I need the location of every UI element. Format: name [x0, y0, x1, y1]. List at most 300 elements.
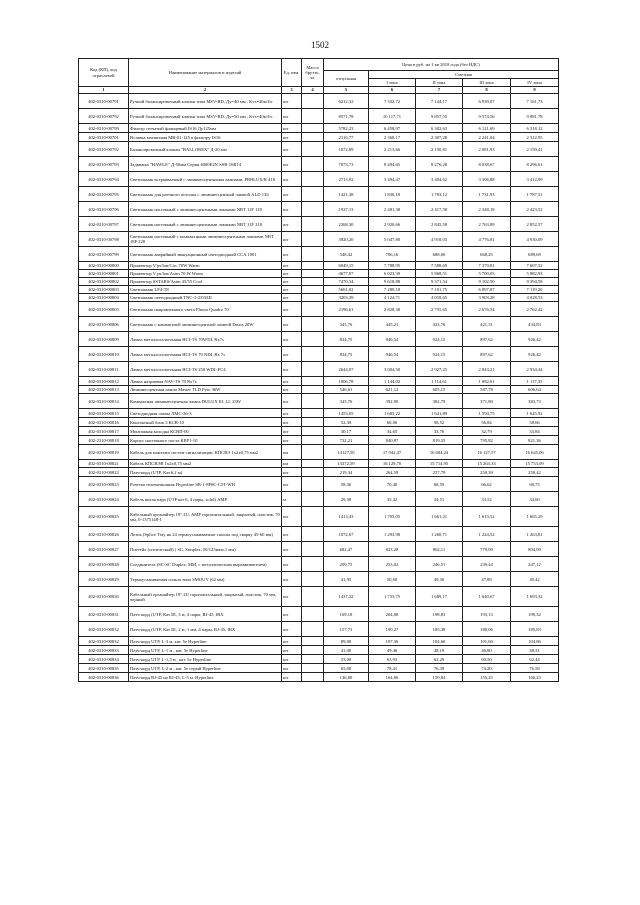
row-release-price: 2268,30	[324, 217, 369, 232]
row-zone-4-price: 76,58	[511, 664, 559, 673]
row-zone-3-price: 5 700,03	[463, 270, 511, 278]
row-release-price: 2644,07	[324, 362, 369, 377]
row-name: Патч-корд (UTP, Кат.5E, 3 м, 4 пары, RJ-45, IBX	[129, 607, 282, 622]
row-name: Светильник настенный с компактными люминесцентными лампами NBT 18F 220	[129, 232, 282, 247]
table-row	[79, 587, 559, 607]
column-number: 8	[463, 87, 511, 94]
row-release-price: 3203,39	[324, 294, 369, 302]
row-name: Светильник направленного света Fluora Quadro 70	[129, 302, 282, 317]
row-mass	[302, 247, 324, 262]
row-unit: шт	[282, 394, 302, 409]
row-zone-3-price: 9 574,56	[463, 109, 511, 124]
table-row	[79, 142, 559, 157]
row-zone-4-price: 2 934,44	[511, 362, 559, 377]
row-zone-3-price: 1 731,93	[463, 187, 511, 202]
table-row	[79, 394, 559, 409]
row-name: Кабельный органайзер 19" 2U, AMP горизонтальный, закрытый, пластик, 70 мм, 0-1375148-1	[129, 507, 282, 527]
row-unit: шт	[282, 217, 302, 232]
row-code: 402-0310-00803	[79, 286, 129, 294]
table-row	[79, 262, 559, 270]
row-zone-1-price: 17 042,47	[369, 445, 416, 460]
header-zone-3: III зона	[463, 79, 511, 87]
row-unit: шт	[282, 542, 302, 557]
row-zone-3-price: 6 939,07	[463, 94, 511, 109]
row-zone-4-price: 606,64	[511, 386, 559, 394]
column-number: 4	[302, 87, 324, 94]
row-zone-4-price: 1 117,35	[511, 377, 559, 386]
row-mass	[302, 362, 324, 377]
row-name: Светильник настенный с люминесцентными лампами NBT 11F 118	[129, 202, 282, 217]
row-zone-4-price: 247,12	[511, 557, 559, 572]
row-release-price: 732,21	[324, 436, 369, 445]
row-zone-1-price: 264,59	[369, 468, 416, 477]
row-zone-2-price: 924,15	[416, 347, 463, 362]
table-row	[79, 409, 559, 418]
row-zone-1-price: 621,12	[369, 386, 416, 394]
row-zone-2-price: 1 641,89	[416, 409, 463, 418]
row-zone-4-price: 4 028,53	[511, 294, 559, 302]
row-unit: шт	[282, 362, 302, 377]
row-mass	[302, 527, 324, 542]
row-zone-2-price: 605,15	[416, 386, 463, 394]
row-mass	[302, 217, 324, 232]
row-name: Ручной балансировочный клапан типа MSV-BD, Ду=50 мм , Kvs=40м3/ч	[129, 109, 282, 124]
table-row	[79, 133, 559, 142]
table-row	[79, 436, 559, 445]
row-zone-2-price: 9 857,55	[416, 109, 463, 124]
row-mass	[302, 294, 324, 302]
row-mass	[302, 427, 324, 436]
row-code: 402-0310-00829	[79, 572, 129, 587]
row-zone-1-price: 2 213,66	[369, 142, 416, 157]
row-mass	[302, 460, 324, 468]
row-zone-1-price: 7 788,95	[369, 262, 416, 270]
column-number: 2	[129, 87, 282, 94]
row-code: 402-0310-00835	[79, 664, 129, 673]
row-unit: шт	[282, 507, 302, 527]
row-name: Лоток (Splice Tray на 24 термоусаживаемые гильзы под сварку 45-60 мм)	[129, 527, 282, 542]
row-unit: шт	[282, 294, 302, 302]
table-row	[79, 202, 559, 217]
row-zone-4-price: 199,32	[511, 607, 559, 622]
row-unit: шт	[282, 187, 302, 202]
row-zone-3-price: 1 613,52	[463, 507, 511, 527]
table-row	[79, 572, 559, 587]
column-number: 9	[511, 87, 559, 94]
row-zone-2-price: 49,30	[416, 572, 463, 587]
row-mass	[302, 187, 324, 202]
table-row	[79, 637, 559, 646]
table-body	[79, 94, 559, 682]
row-zone-3-price: 2 843,21	[463, 362, 511, 377]
page-number: 1502	[311, 40, 329, 50]
table-row	[79, 317, 559, 332]
row-release-price: 3920,20	[324, 232, 369, 247]
row-zone-4-price: 2 159,41	[511, 142, 559, 157]
table-row	[79, 347, 559, 362]
row-release-price: 1437,22	[324, 587, 369, 607]
row-zone-2-price: 34,51	[416, 492, 463, 507]
row-zone-2-price: 6 302,63	[416, 124, 463, 133]
row-zone-1-price: 1 685,22	[369, 409, 416, 418]
table-row	[79, 468, 559, 477]
row-release-price: 345,76	[324, 394, 369, 409]
row-unit: шт	[282, 347, 302, 362]
row-unit: шт	[282, 377, 302, 386]
row-name: Кабель для монтажа систем сигнализации, КПСВЭ 1х2х0,75 мм2	[129, 445, 282, 460]
row-mass	[302, 394, 324, 409]
row-zone-1-price: 1 705,05	[369, 507, 416, 527]
column-number: 3	[282, 87, 302, 94]
table-row	[79, 278, 559, 286]
row-mass	[302, 673, 324, 682]
row-zone-1-price: 8 494,65	[369, 157, 416, 172]
row-zone-2-price: 5 868,51	[416, 270, 463, 278]
table-row	[79, 377, 559, 386]
row-zone-2-price: 16 604,24	[416, 445, 463, 460]
row-zone-4-price: 2 852,57	[511, 217, 559, 232]
row-zone-3-price: 180,06	[463, 622, 511, 637]
row-zone-1-price: 2 920,66	[369, 217, 416, 232]
row-code: 402-0310-00799	[79, 124, 129, 133]
row-zone-3-price: 15 263,33	[463, 460, 511, 468]
row-code: 402-0310-00813	[79, 386, 129, 394]
row-zone-2-price: 4 918,03	[416, 232, 463, 247]
table-row	[79, 492, 559, 507]
row-mass	[302, 386, 324, 394]
header-price-group: Цена в руб. на 1 кв 2018 года (без НДС)	[324, 59, 559, 71]
row-unit: шт	[282, 124, 302, 133]
row-mass	[302, 317, 324, 332]
row-zone-3-price: 6 897,87	[463, 286, 511, 294]
header-release: отпускная	[324, 71, 369, 87]
row-zone-4-price: 258,42	[511, 468, 559, 477]
row-release-price: 1421,38	[324, 187, 369, 202]
row-zone-1-price: 70,40	[369, 477, 416, 492]
row-zone-3-price: 2 676,54	[463, 302, 511, 317]
row-zone-2-price: 8 276,28	[416, 157, 463, 172]
row-zone-4-price: 926,42	[511, 332, 559, 347]
row-unit: шт	[282, 332, 302, 347]
row-zone-4-price: 2 423,52	[511, 202, 559, 217]
row-unit: шт	[282, 527, 302, 542]
row-name: Фильтр сетчатый фланцевый IS16 Ду125мм	[129, 124, 282, 133]
row-release-price: 136,00	[324, 673, 369, 682]
row-zone-3-price: 897,62	[463, 332, 511, 347]
row-zone-3-price: 371,80	[463, 394, 511, 409]
row-name: Прожектор V'ps/lon/Circ 70W Warm	[129, 262, 282, 270]
row-code: 402-2310-00818	[79, 436, 129, 445]
table-row	[79, 673, 559, 682]
row-zone-2-price: 802,11	[416, 542, 463, 557]
row-zone-2-price: 246,51	[416, 557, 463, 572]
row-code: 402-0310-00812	[79, 377, 129, 386]
row-zone-2-price: 159,84	[416, 673, 463, 682]
column-number: 7	[416, 87, 463, 94]
row-zone-4-price: 5 882,93	[511, 270, 559, 278]
row-code: 402-0310-00811	[79, 362, 129, 377]
row-release-price: 2196,61	[324, 302, 369, 317]
row-zone-3-price: 56,84	[463, 418, 511, 427]
row-name: Монтажная колодка КСВП-00	[129, 427, 282, 436]
row-name: Люминесцентная лампа Master TLD Pyio 36W	[129, 386, 282, 394]
row-release-price: 89,00	[324, 637, 369, 646]
row-unit: шт	[282, 133, 302, 142]
row-zone-4-price: 9 394,58	[511, 278, 559, 286]
row-name: Пигтейл (оптический) ( SC, Simplex, 50/125мкм,1 мм)	[129, 542, 282, 557]
row-release-price: 58,36	[324, 477, 369, 492]
row-code: 402-0310-00836	[79, 673, 129, 682]
row-zone-3-price: 4 776,81	[463, 232, 511, 247]
row-zone-4-price: 1 787,51	[511, 187, 559, 202]
row-name: Ручной балансировочный клапан типа MSV-BD, Ду=40 мм , Kvs=26м3/ч	[129, 94, 282, 109]
table-row	[79, 302, 559, 317]
row-zone-1-price: 49,46	[369, 646, 416, 655]
row-zone-3-price: 6 121,69	[463, 124, 511, 133]
row-zone-4-price: 1 645,92	[511, 409, 559, 418]
row-zone-4-price: 15 753,09	[511, 460, 559, 468]
table-row	[79, 607, 559, 622]
row-name: Кабель КПСВЭВ 1х2х0,75 мм2	[129, 460, 282, 468]
row-zone-2-price: 4 018,65	[416, 294, 463, 302]
row-name: Светильник настенный с люминесцентными лампами NBT 11F 218	[129, 217, 282, 232]
row-release-price: 29,38	[324, 492, 369, 507]
row-unit: шт	[282, 646, 302, 655]
row-zone-2-price: 2 845,58	[416, 217, 463, 232]
table-row	[79, 124, 559, 133]
row-unit: км	[282, 460, 302, 468]
row-unit: шт	[282, 232, 302, 247]
table-row	[79, 646, 559, 655]
column-number: 6	[369, 87, 416, 94]
row-zone-4-price: 3 412,99	[511, 172, 559, 187]
row-mass	[302, 377, 324, 386]
row-code: 402-0310-00831	[79, 607, 129, 622]
row-mass	[302, 607, 324, 622]
header-name: Наименование материалов и изделий	[129, 59, 282, 87]
row-mass	[302, 409, 324, 418]
row-zone-2-price: 688,00	[416, 247, 463, 262]
row-zone-3-price: 2 348,18	[463, 202, 511, 217]
table-row	[79, 270, 559, 278]
row-mass	[302, 278, 324, 286]
row-zone-4-price: 58,66	[511, 418, 559, 427]
row-code: 402-0310-00793	[79, 157, 129, 172]
row-zone-1-price: 2 368,17	[369, 133, 416, 142]
table-header	[79, 59, 559, 94]
row-code: 402-0310-00798	[79, 232, 129, 247]
row-unit: шт	[282, 664, 302, 673]
column-number: 1	[79, 87, 129, 94]
row-release-price: 7073,73	[324, 157, 369, 172]
row-zone-3-price: 66,62	[463, 477, 511, 492]
table-row	[79, 542, 559, 557]
row-unit: шт	[282, 418, 302, 427]
row-zone-1-price: 946,54	[369, 332, 416, 347]
row-mass	[302, 445, 324, 460]
row-mass	[302, 94, 324, 109]
row-zone-1-price: 253,02	[369, 557, 416, 572]
table-row	[79, 445, 559, 460]
row-code: 402-0310-00792	[79, 109, 129, 124]
row-zone-2-price: 68,59	[416, 477, 463, 492]
row-zone-4-price: 1 693,32	[511, 587, 559, 607]
row-code: 402-0310-00802	[79, 278, 129, 286]
row-mass	[302, 436, 324, 445]
row-zone-3-price: 74,20	[463, 664, 511, 673]
row-zone-1-price: 63,93	[369, 655, 416, 664]
row-code: 402-0310-00810	[79, 347, 129, 362]
row-name: Светильник светодиодный TNC-1-2/03/Ш	[129, 294, 282, 302]
row-zone-4-price: 434,83	[511, 317, 559, 332]
row-mass	[302, 270, 324, 278]
row-code: 402-0310-00794	[79, 172, 129, 187]
row-zone-2-price: 1 114,61	[416, 377, 463, 386]
row-release-price: 52,30	[324, 418, 369, 427]
row-unit: шт	[282, 94, 302, 109]
row-zone-1-price: 445,21	[369, 317, 416, 332]
table-row	[79, 362, 559, 377]
row-unit: шт	[282, 622, 302, 637]
row-zone-4-price: 383,73	[511, 394, 559, 409]
row-mass	[302, 142, 324, 157]
row-release-price: 1927,13	[324, 202, 369, 217]
row-unit: шт	[282, 202, 302, 217]
row-release-price: 219,34	[324, 468, 369, 477]
row-zone-2-price: 2 927,25	[416, 362, 463, 377]
table-row	[79, 247, 559, 262]
row-zone-1-price: 34,65	[369, 427, 416, 436]
row-unit: шт	[282, 409, 302, 418]
row-unit: шт	[282, 262, 302, 270]
row-zone-2-price: 198,83	[416, 607, 463, 622]
row-zone-1-price: 1 830,18	[369, 187, 416, 202]
row-release-price: 6212,32	[324, 94, 369, 109]
row-zone-2-price: 2 307,28	[416, 133, 463, 142]
row-zone-3-price: 32,79	[463, 427, 511, 436]
row-zone-4-price: 9 881,78	[511, 109, 559, 124]
row-code: 402-0310-00801	[79, 270, 129, 278]
row-zone-2-price: 2 417,58	[416, 202, 463, 217]
table-row	[79, 664, 559, 673]
header-mass: Масса брутто, кг	[302, 59, 324, 87]
row-zone-3-price: 101,60	[463, 637, 511, 646]
row-release-price: 1006,78	[324, 377, 369, 386]
row-release-price: 4677,97	[324, 270, 369, 278]
row-mass	[302, 572, 324, 587]
row-mass	[302, 418, 324, 427]
row-release-price: 53,00	[324, 655, 369, 664]
row-release-price: 345,76	[324, 317, 369, 332]
row-code: 402-0310-00822	[79, 468, 129, 477]
row-release-price: 548,42	[324, 247, 369, 262]
row-zone-4-price: 7 161,73	[511, 94, 559, 109]
row-unit: шт	[282, 655, 302, 664]
row-unit: шт	[282, 157, 302, 172]
table-row	[79, 332, 559, 347]
row-zone-3-price: 155,25	[463, 673, 511, 682]
row-mass	[302, 655, 324, 664]
row-zone-3-price: 16 127,57	[463, 445, 511, 460]
row-zone-3-price: 1 640,67	[463, 587, 511, 607]
row-name: Соединитель (SC-SC Duplex, MM, с металлическим выравнивателем)	[129, 557, 282, 572]
row-release-price: 209,75	[324, 557, 369, 572]
row-unit: шт	[282, 557, 302, 572]
row-unit: шт	[282, 436, 302, 445]
row-code: 402-0310-00805	[79, 302, 129, 317]
row-mass	[302, 286, 324, 294]
row-mass	[302, 124, 324, 133]
row-code: 402-0310-00795	[79, 187, 129, 202]
row-zone-1-price: 2 481,38	[369, 202, 416, 217]
row-zone-1-price: 7 332,72	[369, 94, 416, 109]
row-release-price: 1672,89	[324, 142, 369, 157]
row-zone-3-price: 421,31	[463, 317, 511, 332]
row-mass	[302, 646, 324, 655]
row-name: Светильник с компактной люминесцентной лампой Druos 20W	[129, 317, 282, 332]
row-mass	[302, 664, 324, 673]
row-name: Светильник аварийный эвакуационный светодиодный CCA 1001	[129, 247, 282, 262]
row-code: 402-0310-00832	[79, 637, 129, 646]
row-zone-2-price: 1 783,12	[416, 187, 463, 202]
row-unit: шт	[282, 386, 302, 394]
row-zone-1-price: 6 458,97	[369, 124, 416, 133]
row-zone-3-price: 3 903,28	[463, 294, 511, 302]
row-zone-3-price: 897,62	[463, 347, 511, 362]
row-release-price: 546,61	[324, 386, 369, 394]
row-release-price: 41,00	[324, 646, 369, 655]
row-name: Патч-корд (UTP, Кат.5E, 2 м, 1 мм, 4 пары, RJ-45, IBX	[129, 622, 282, 637]
row-zone-2-price: 104,60	[416, 637, 463, 646]
row-mass	[302, 347, 324, 362]
row-code: 402-0310-00815	[79, 409, 129, 418]
row-zone-2-price: 1 689,17	[416, 587, 463, 607]
row-zone-2-price: 15 714,95	[416, 460, 463, 468]
row-zone-4-price: 689,69	[511, 247, 559, 262]
row-code: 402-0310-00824	[79, 492, 129, 507]
row-zone-2-price: 7 101,75	[416, 286, 463, 294]
row-zone-3-price: 193,13	[463, 607, 511, 622]
row-zone-2-price: 433,76	[416, 317, 463, 332]
row-zone-1-price: 840,97	[369, 436, 416, 445]
row-zone-2-price: 7 588,69	[416, 262, 463, 270]
row-zone-2-price: 7 144,17	[416, 94, 463, 109]
row-mass	[302, 133, 324, 142]
row-zone-4-price: 104,86	[511, 637, 559, 646]
row-zone-4-price: 804,09	[511, 542, 559, 557]
row-zone-4-price: 33,84	[511, 427, 559, 436]
row-zone-2-price: 257,79	[416, 468, 463, 477]
row-zone-1-price: 706,16	[369, 247, 416, 262]
row-zone-4-price: 7 119,20	[511, 286, 559, 294]
row-zone-4-price: 2 762,42	[511, 302, 559, 317]
row-code: 402-0310-00799	[79, 247, 129, 262]
row-zone-4-price: 7 607,32	[511, 262, 559, 270]
row-release-price: 2116,77	[324, 133, 369, 142]
row-name: Патч-корд RJ-45 на RJ-45, L-5 м. Hyperline	[129, 673, 282, 682]
row-release-price: 2713,92	[324, 172, 369, 187]
row-zone-2-price: 3 404,62	[416, 172, 463, 187]
row-zone-4-price: 160,23	[511, 673, 559, 682]
row-code: 402-0310-00800	[79, 262, 129, 270]
row-zone-1-price: 35,42	[369, 492, 416, 507]
row-zone-4-price: 185,83	[511, 622, 559, 637]
row-zone-4-price: 821,36	[511, 436, 559, 445]
row-release-price: 65,00	[324, 664, 369, 673]
row-zone-4-price: 8 296,61	[511, 157, 559, 172]
row-zone-4-price: 926,42	[511, 347, 559, 362]
row-zone-3-price: 1 594,75	[463, 409, 511, 418]
